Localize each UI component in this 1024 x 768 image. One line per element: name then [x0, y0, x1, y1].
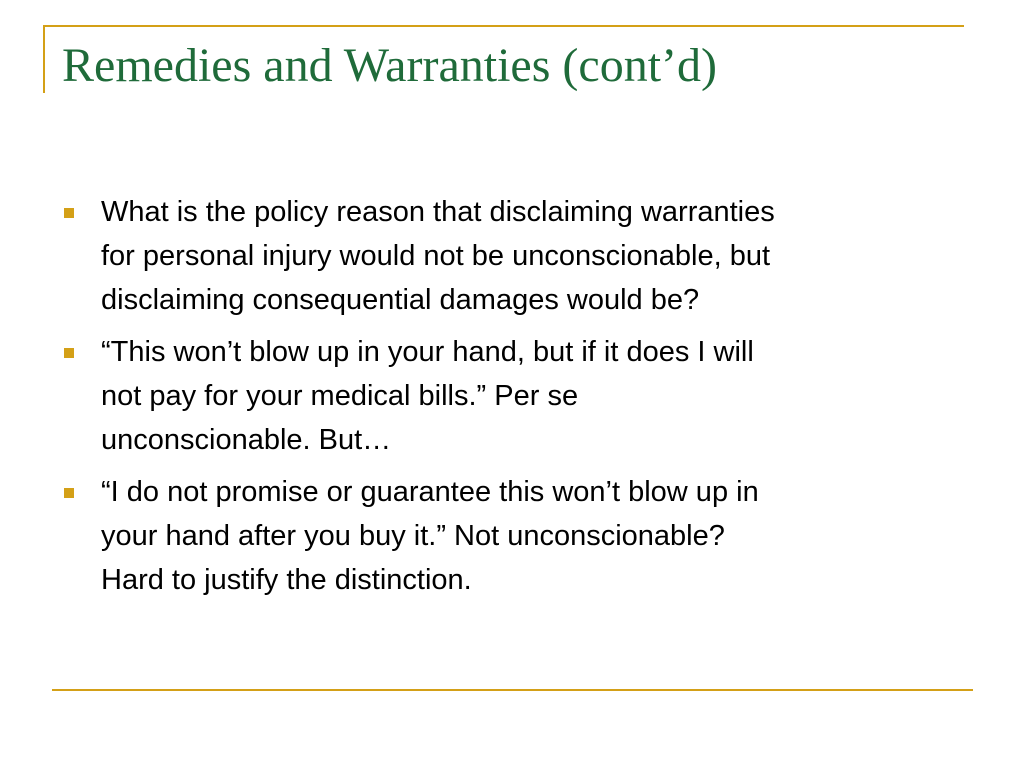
top-accent-line	[43, 25, 964, 27]
left-accent-line	[43, 25, 45, 93]
square-bullet-icon	[64, 488, 74, 498]
bullet-item-1	[62, 190, 974, 322]
bullet-item-3	[62, 470, 974, 602]
square-bullet-icon	[64, 348, 74, 358]
slide-title: Remedies and Warranties (cont’d)	[62, 39, 718, 92]
square-bullet-icon	[64, 208, 74, 218]
bullet-text-1: What is the policy reason that disclaiming warranties for personal injury would not be unconscionable, but disclaiming consequential damages would be?	[101, 196, 775, 316]
bullet-list	[62, 190, 974, 610]
bullet-text-2: “This won’t blow up in your hand, but if it does I will not pay for your medical bills.” Per se unconscionable. But…	[101, 336, 754, 456]
bullet-item-2	[62, 330, 974, 462]
bullet-text-3: “I do not promise or guarantee this won’t blow up in your hand after you buy it.” Not unconscionable? Hard to justify the distinction.	[101, 476, 759, 596]
bottom-accent-line	[52, 689, 973, 691]
